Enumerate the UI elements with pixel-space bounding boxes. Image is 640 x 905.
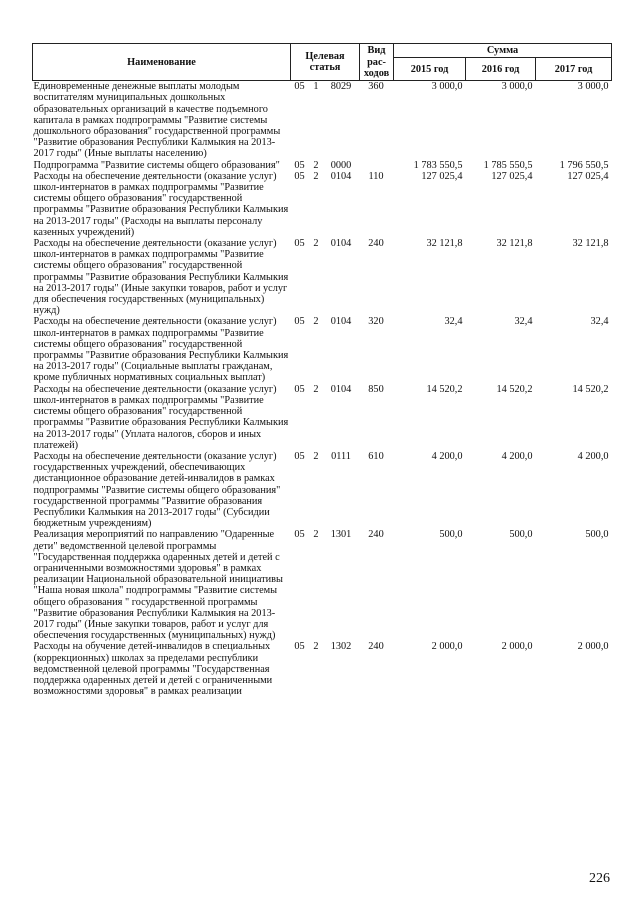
row-sum-2017: 14 520,2 [572, 383, 609, 395]
row-target-code: 8029 [330, 81, 352, 93]
row-sum-2015: 127 025,4 [421, 170, 463, 182]
row-sum-2016: 127 025,4 [491, 170, 533, 182]
table-row [33, 641, 612, 697]
row-sum-2015: 500,0 [439, 529, 463, 541]
row-target-section: 05 [294, 238, 305, 250]
row-sum-2016: 1 785 550,5 [483, 159, 533, 171]
budget-table-page [32, 43, 611, 697]
table-row [33, 451, 612, 529]
row-sum-2016: 32 121,8 [496, 238, 533, 250]
row-target-section: 05 [294, 81, 305, 93]
row-target-subprogram: 2 [313, 159, 319, 171]
row-sum-2015: 2 000,0 [431, 641, 463, 653]
row-target-code: 1302 [330, 641, 352, 653]
row-name: Единовременные денежные выплаты молодым воспитателям муниципальных дошкольных образовательных организаций в качестве подъемного капитала в рамках подпрограммы "Развитие системы дошкольного образования" государственной программы "Развитие образования Республики Калмыкия на 2013-2017 годы" (Иные выплаты населению) [33, 81, 281, 160]
table-row [33, 81, 612, 160]
col-header-2017: 2017 год [536, 58, 612, 81]
col-header-type-line3: ходов [363, 67, 390, 79]
row-sum-2015: 32 121,8 [426, 238, 463, 250]
row-target-subprogram: 1 [313, 81, 319, 93]
row-target-section: 05 [294, 170, 305, 182]
col-header-target-line2: статья [309, 62, 341, 74]
row-target-subprogram: 2 [313, 316, 319, 328]
row-name: Реализация мероприятий по направлению "Одаренные дети" ведомственной целевой программы "Государственная поддержка одаренных детей и детей с ограниченными возможностями здоровья" в рамках реализации Национальной образовательной инициативы "Наша новая школа" подпрограммы "Развитие системы общего образования " государственной программы "Развитие образования Республики Калмыкия на 2013-2017 годы" (Иные закупки товаров, работ и услуг для обеспечения государственных (муниципальных) нужд) [33, 529, 283, 642]
table-row [33, 316, 612, 383]
row-target-code: 0111 [331, 450, 351, 462]
row-target-code: 0104 [330, 238, 352, 250]
row-target-subprogram: 2 [313, 450, 319, 462]
table-row [33, 238, 612, 316]
row-expense-type: 240 [368, 641, 384, 653]
row-target-code: 0104 [330, 170, 352, 182]
col-header-type-line2: рас- [367, 56, 386, 68]
row-name: Расходы на обеспечение деятельности (оказание услуг) школ-интернатов в рамках подпрограммы "Развитие системы общего образования" государственной программы "Развитие образования Республики Калмыкия на 2013-2017 годы" (Уплата налогов, сборов и иных платежей) [33, 383, 289, 451]
row-expense-type: 320 [368, 316, 384, 328]
row-target-code: 1301 [330, 529, 352, 541]
row-sum-2017: 1 796 550,5 [559, 159, 609, 171]
col-header-expense-type [360, 44, 394, 81]
row-expense-type: 240 [368, 238, 384, 250]
row-sum-2016: 32,4 [514, 316, 533, 328]
row-name: Расходы на обеспечение деятельности (оказание услуг) школ-интернатов в рамках подпрограммы "Развитие системы общего образования" государственной программы "Развитие образования Республики Калмыкия на 2013-2017 годы" (Расходы на выплаты персоналу казенных учреждений) [33, 170, 289, 238]
header-row-1 [33, 44, 612, 58]
row-target-code: 0000 [330, 159, 352, 171]
row-target-section: 05 [294, 450, 305, 462]
row-sum-2016: 500,0 [509, 529, 533, 541]
table-row [33, 160, 612, 171]
table-row [33, 171, 612, 238]
row-sum-2017: 32,4 [590, 316, 609, 328]
row-target-subprogram: 2 [313, 641, 319, 653]
row-target-code: 0104 [330, 316, 352, 328]
col-header-sum: Сумма [394, 44, 612, 58]
row-sum-2017: 127 025,4 [567, 170, 609, 182]
row-sum-2015: 32,4 [444, 316, 463, 328]
col-header-2016: 2016 год [466, 58, 536, 81]
row-target-subprogram: 2 [313, 529, 319, 541]
table-row [33, 529, 612, 641]
table-row [33, 384, 612, 451]
row-expense-type: 110 [368, 170, 384, 182]
row-expense-type [360, 160, 394, 171]
row-target-section: 05 [294, 383, 305, 395]
row-sum-2015: 1 783 550,5 [413, 159, 463, 171]
col-header-target-line1: Целевая [305, 50, 345, 62]
row-expense-type: 240 [368, 529, 384, 541]
row-name: Расходы на обучение детей-инвалидов в специальных (коррекционных) школах за пределами республики ведомственной целевой программы "Государственная поддержка одаренных детей и детей с ограниченными возможностями здоровья" в рамках реализации [33, 641, 273, 698]
table-body [33, 81, 612, 698]
col-header-name: Наименование [33, 44, 291, 81]
row-expense-type: 610 [368, 450, 384, 462]
page-number: 226 [589, 871, 610, 886]
col-header-target [291, 44, 360, 81]
row-expense-type: 850 [368, 383, 384, 395]
row-name: Расходы на обеспечение деятельности (оказание услуг) государственных учреждений, обеспечивающих дистанционное образование детей-инвалидов в рамках подпрограммы "Развитие системы общего образования" государственной программы "Развитие образования Республики Калмыкия на 2013-2017 годы" (Субсидии бюджетным учреждениям) [33, 450, 281, 530]
row-name: Расходы на обеспечение деятельности (оказание услуг) школ-интернатов в рамках подпрограммы "Развитие системы общего образования" государственной программы "Развитие образования Республики Калмыкия на 2013-2017 годы" (Иные закупки товаров, работ и услуг для обеспечения государственных (муниципальных) нужд) [33, 238, 289, 317]
row-sum-2017: 32 121,8 [572, 238, 609, 250]
row-target-section: 05 [294, 641, 305, 653]
col-header-type-line1: Вид [367, 45, 386, 57]
row-expense-type: 360 [368, 81, 384, 93]
row-sum-2016: 2 000,0 [501, 641, 533, 653]
row-target-section: 05 [294, 159, 305, 171]
row-target-section: 05 [294, 529, 305, 541]
budget-table [32, 43, 612, 697]
row-sum-2015: 4 200,0 [431, 450, 463, 462]
row-target-section: 05 [294, 316, 305, 328]
row-sum-2017: 2 000,0 [577, 641, 609, 653]
row-sum-2016: 14 520,2 [496, 383, 533, 395]
row-target-subprogram: 2 [313, 170, 319, 182]
row-target-subprogram: 2 [313, 383, 319, 395]
row-target-subprogram: 2 [313, 238, 319, 250]
row-sum-2016: 4 200,0 [501, 450, 533, 462]
row-target-code: 0104 [330, 383, 352, 395]
row-sum-2017: 500,0 [585, 529, 609, 541]
row-sum-2017: 3 000,0 [577, 81, 609, 93]
row-sum-2015: 3 000,0 [431, 81, 463, 93]
row-sum-2015: 14 520,2 [426, 383, 463, 395]
col-header-2015: 2015 год [394, 58, 466, 81]
row-sum-2016: 3 000,0 [501, 81, 533, 93]
row-sum-2017: 4 200,0 [577, 450, 609, 462]
row-name: Расходы на обеспечение деятельности (оказание услуг) школ-интернатов в рамках подпрограммы "Развитие системы общего образования" государственной программы "Развитие образования Республики Калмыкия на 2013-2017 годы" (Социальные выплаты гражданам, кроме публичных нормативных социальных выплат) [33, 316, 289, 384]
row-name: Подпрограмма "Развитие системы общего образования" [33, 159, 280, 171]
